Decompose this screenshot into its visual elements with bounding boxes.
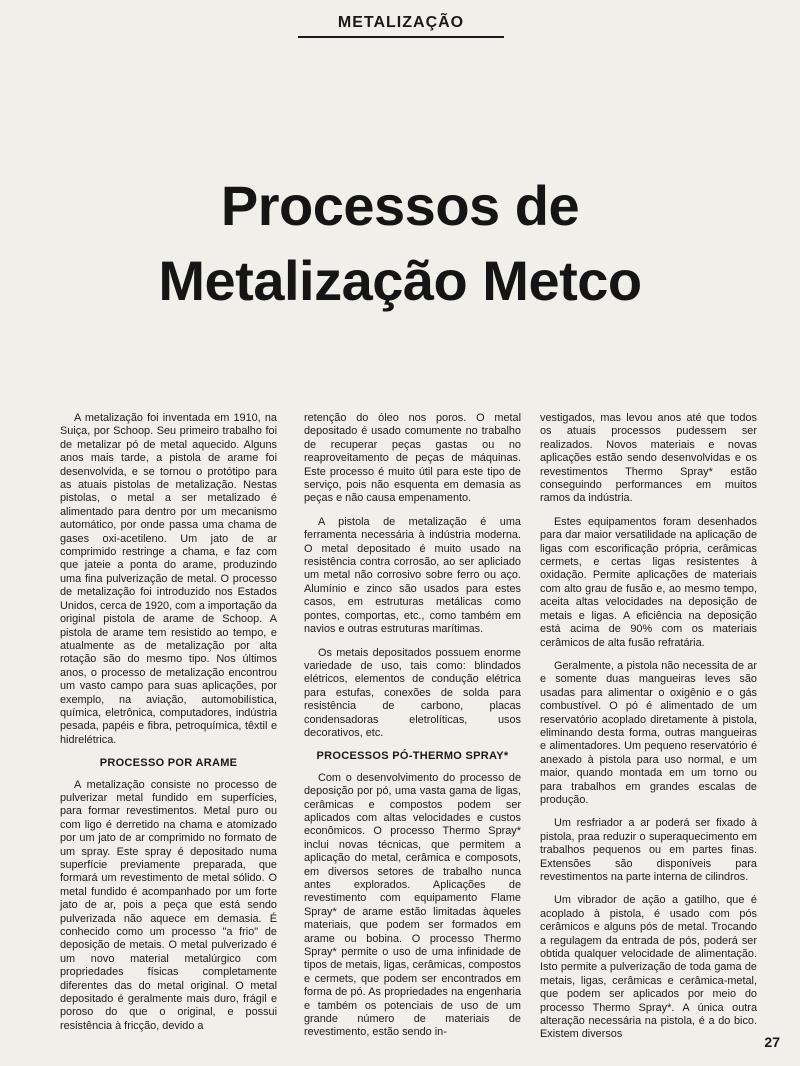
paragraph: A pistola de metalização é uma ferramenta necessária à indústria moderna. O metal depositado é muito usado na resistência contra corrosão, ao ser apliciado um metal não corrosivo sobre ferro ou aço. Alumínio e zinco são usados para estes casos, em estruturas metálicas como pontes, comportas, etc., como também em navios e outras estruturas marítimas.: [304, 515, 521, 636]
paragraph: vestigados, mas levou anos até que todos os atuais processos pudessem ser realizados. Novos materiais e novas aplicações estão sendo desenvolvidas e os revestimentos Thermo Spray* estão conseguindo performances em muitos ramos da indústria.: [540, 412, 757, 505]
title-line-2: Metalização Metco: [158, 249, 642, 312]
section-heading: PROCESSO POR ARAME: [99, 757, 238, 770]
paragraph: Os metais depositados possuem enorme variedade de uso, tais como: blindados elétricos, elementos de condução elétrica para estufas, conexões de solda para resistência de carbono, placas condensadoras eletrolíticas, usos decorativos, etc.: [304, 646, 521, 739]
paragraph: Um resfriador a ar poderá ser fixado à pistola, praa reduzir o superaquecimento em trabalhos pequenos ou em partes finas. Extensões são disponíveis para revestimentos na parte interna de cilindros.: [540, 817, 757, 883]
text-column-3: [540, 412, 757, 1052]
paragraph: retenção do óleo nos poros. O metal depositado é usado comumente no trabalho de recuperar peças gastas ou no reaproveitamento de peças de máquinas. Este processo é muito útil para este tipo de serviço, pois não esquenta em demasia as peças e não causa empenamento.: [304, 412, 521, 505]
paragraph: A metalização consiste no processo de pulverizar metal fundido em superfícies, para formar revestimentos. Metal puro ou com ligo é derretido na chama e atomizado por um jato de ar comprimido no formato de um spray. Este spray é depositado numa superfície previamente preparada, que formará um revestimento de metal sólido. O metal fundido é acompanhado por um forte jato de ar, pois a peça que está sendo pulverizada não aquece em demasia. É conhecido como um processo "a frio" de deposição de metais. O metal pulverizado é um novo material metalúrgico com propriedades físicas completamente diferentes das do metal original. O metal depositado é geralmente mais duro, frágil e poroso do que o original, e possui resistência à fricção, devido a: [60, 778, 277, 1032]
article-title: [0, 168, 800, 318]
page-number: 27: [764, 1034, 780, 1050]
section-heading: PROCESSOS PÓ-THERMO SPRAY*: [316, 750, 509, 763]
paragraph: Geralmente, a pistola não necessita de ar e somente duas mangueiras leves são usadas para alimentar o oxigênio e o gás combustível. O pó é alimentado de um reservatório acoplado diretamente à pistola, eliminando desta forma, outras mangueiras e alimentadores. Um pequeno reservatório é anexado à pistola para uso normal, e um maior, quando montada em um torno ou para trabalhos em grandes escalas de produção.: [540, 659, 757, 806]
paragraph: Com o desenvolvimento do processo de deposição por pó, uma vasta gama de ligas, cerâmicas e compostos podem ser aplicados com altas velocidades e custos econômicos. O processo Thermo Spray* inclui novas técnicas, que permitem a aplicação do metal, cerâmica e composots, em diversos setores de trabalho nunca antes explorados. Aplicações de revestimento com equipamento Flame Spray* de arame estão limitadas àqueles materiais, que podem ser formados em arame ou bobina. O processo Thermo Spray* permite o uso de uma infinidade de tipos de metais, ligas, cerâmicas, compostos e cermets, que podem ser encontrados em forma de pó. As propriedades na engenharia e também os potenciais de uso de um grande número de materiais de revestimento, estão sendo in-: [304, 771, 521, 1039]
text-column-1: [60, 412, 277, 1043]
text-column-2: [304, 412, 521, 1050]
paragraph: A metalização foi inventada em 1910, na Suiça, por Schoop. Seu primeiro trabalho foi de metalizar pó de metal aquecido. Alguns anos mais tarde, a pistola de arame foi desenvolvida, e se tornou o protótipo para as atuais pistolas de metalização. Nestas pistolas, o metal a ser metalizado é alimentado para dentro por um mecanismo automático, por onde passa uma chama de gases oxi-acetileno. Um jato de ar comprimido restringe a chama, e faz com que jateie a ponta do arame, produzindo uma fina pulverização de metal. O processo de metalização foi introduzido nos Estados Unidos, cerca de 1920, com a importação da original pistola de arame de Schoop. A pistola de arame tem resistido ao tempo, e atualmente as de metalização por alta rotação são do mesmo tipo. Nos últimos anos, o processo de metalização encontrou um vasto campo para suas aplicações, por exemplo, na aviação, automobilística, química, eletrônica, computadores, indústria pesada, papéis e fibra, petroquímica, têxtil e hidrelétrica.: [60, 412, 277, 746]
section-header: METALIZAÇÃO: [298, 14, 504, 38]
title-line-1: Processos de: [220, 174, 580, 237]
paragraph: Um vibrador de ação a gatilho, que é acoplado à pistola, é usado com pós cerâmicos e alguns pós de metal. Trocando a regulagem da entrada de pós, poderá ser obtida qualquer velocidade de alimentação. Isto permite a pulverização de toda gama de metais, ligas, cerâmicas e cerâmica-metal, que podem ser aplicados por meio do processo Thermo Spray*. A única outra alteração necessária na pistola, é a do bico. Existem diversos: [540, 894, 757, 1041]
paragraph: Estes equipamentos foram desenhados para dar maior versatilidade na aplicação de ligas com escorificação própria, cerâmicas cermets, e certas ligas resistentes à oxidação. Permite aplicações de materiais com alto grau de fusão e, ao mesmo tempo, aceita altas velocidades na deposição de metais e ligas. A eficiência na deposição está acima de 90% com os materiais cerâmicos de alta fusão refratária.: [540, 515, 757, 649]
